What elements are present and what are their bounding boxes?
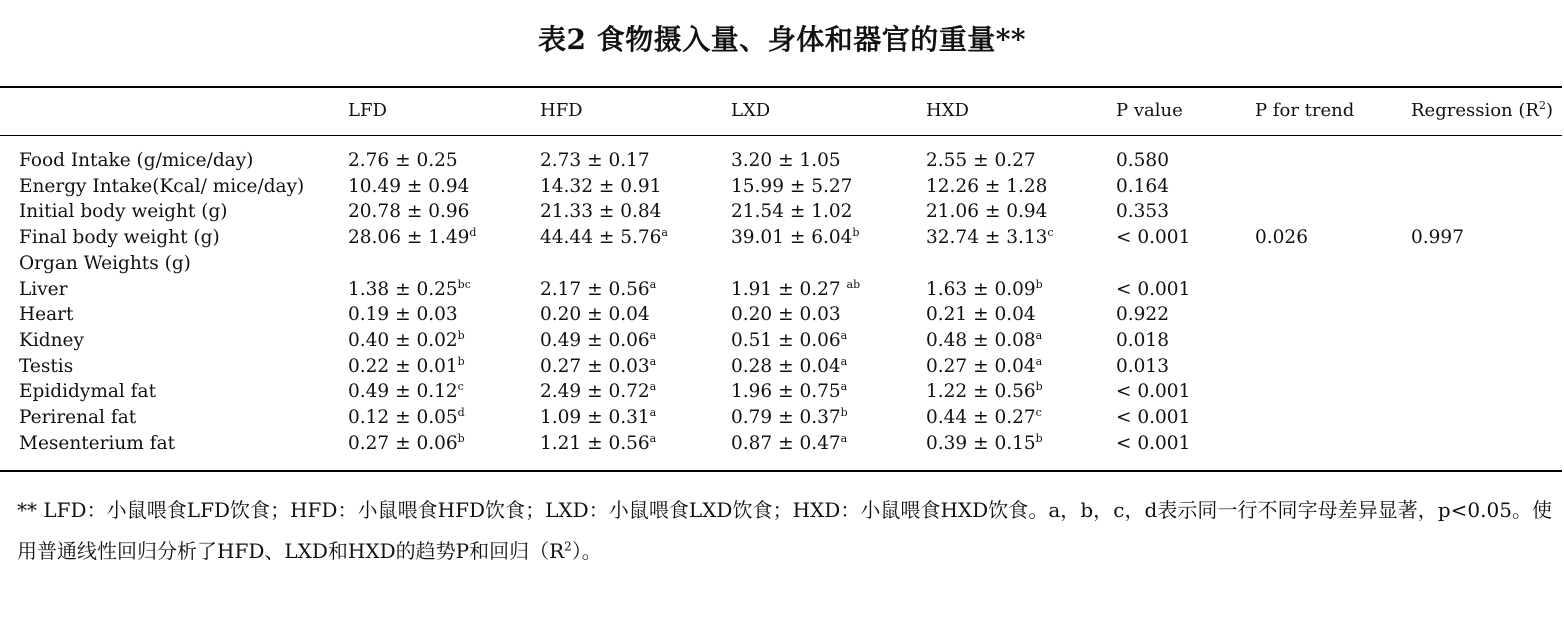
cell-hxd-significance: c [1047,225,1054,239]
cell-hfd-significance: a [649,405,657,419]
cell-lxd [731,302,841,327]
cell-p-value [1116,302,1169,327]
cell-p-value [1116,431,1190,456]
cell-lxd [731,328,847,353]
cell-lfd-value: 0.12 ± 0.05 [348,407,458,428]
cell-lxd-significance: ab [846,277,861,291]
cell-lxd-value: 0.20 ± 0.03 [731,304,841,326]
row-label [19,148,253,173]
cell-p-value [1116,379,1190,404]
cell-lxd [731,277,860,302]
header-p-value: P value [1116,100,1183,121]
cell-lfd-significance: b [457,328,465,342]
cell-hxd [926,405,1042,430]
cell-lfd [348,405,465,430]
row-label [19,251,191,276]
cell-lxd [731,431,847,456]
cell-lxd [731,148,841,173]
cell-lxd-value: 39.01 ± 6.04 [731,227,853,249]
cell-hxd-value: 2.55 ± 0.27 [926,150,1036,171]
cell-lxd-value: 0.28 ± 0.04 [731,355,841,377]
table-row [0,379,1564,404]
cell-lfd [348,225,476,250]
cell-hxd [926,354,1042,379]
cell-lxd-significance: a [840,380,848,394]
row-label [19,328,84,353]
cell-lfd [348,174,469,199]
cell-lfd [348,354,465,379]
row-label-value: Initial body weight (g) [19,201,228,223]
cell-p-value-value: < 0.001 [1116,407,1191,428]
cell-p-value [1116,225,1190,250]
cell-hfd-significance: a [661,225,668,239]
cell-p-trend-value: 0.026 [1255,227,1308,249]
cell-p-value-value: 0.013 [1116,355,1169,377]
row-label [19,174,304,199]
cell-lfd-significance: d [469,225,477,239]
cell-p-value-value: 0.164 [1116,175,1169,197]
header-hxd: HXD [926,100,969,121]
cell-regression [1411,225,1464,250]
cell-p-value-value: 0.580 [1116,150,1169,171]
row-label [19,354,73,379]
footnote-text: ** LFD：小鼠喂食LFD饮食；HFD：小鼠喂食HFD饮食；LXD：小鼠喂食LXD饮食；HXD：小鼠喂食HXD饮食。a，b，c，d表示同一行不同字母差异显著，p<0.05。使用普通线性回归分析了HFD、LXD和HXD的趋势P和回归（R [17,498,1552,563]
cell-hfd-value: 44.44 ± 5.76 [540,227,662,249]
table-row [0,225,1564,250]
header-regression [1411,100,1553,121]
row-label-value: Final body weight (g) [19,227,220,249]
cell-lfd [348,379,464,404]
cell-lfd-value: 28.06 ± 1.49 [348,227,470,249]
cell-lfd-value: 0.22 ± 0.01 [348,355,458,377]
cell-lfd-value: 0.27 ± 0.06 [348,432,458,454]
cell-hxd-significance: a [1035,328,1043,342]
table-header-rule [0,135,1562,136]
cell-hfd-significance: a [649,328,657,342]
cell-hfd-value: 0.49 ± 0.06 [540,329,650,351]
cell-hfd [540,354,656,379]
table-row [0,354,1564,379]
row-label-value: Perirenal fat [19,407,137,428]
cell-lxd-value: 21.54 ± 1.02 [731,201,853,223]
cell-p-value-value: < 0.001 [1116,278,1191,300]
footnote-sup: 2 [564,539,572,554]
cell-lxd-significance: a [840,431,848,445]
cell-lxd-value: 0.87 ± 0.47 [731,432,841,454]
cell-p-trend [1255,225,1308,250]
cell-lfd-value: 0.19 ± 0.03 [348,304,458,326]
cell-regression-value: 0.997 [1411,227,1464,249]
cell-hxd-value: 0.48 ± 0.08 [926,329,1036,351]
cell-hxd [926,199,1047,224]
cell-hfd [540,328,656,353]
cell-hxd [926,431,1043,456]
row-label [19,277,67,302]
cell-lxd-significance: b [852,225,860,239]
cell-lfd-value: 1.38 ± 0.25 [348,278,458,300]
cell-lfd-value: 2.76 ± 0.25 [348,150,458,171]
cell-hfd-value: 14.32 ± 0.91 [540,175,662,197]
table-row [0,328,1564,353]
header-regression-sup: 2 [1538,99,1546,112]
cell-lfd [348,302,458,327]
cell-lfd [348,277,471,302]
cell-lxd [731,199,852,224]
cell-hfd [540,199,661,224]
cell-lfd [348,199,469,224]
cell-lxd-significance: a [840,354,848,368]
cell-p-value [1116,354,1169,379]
cell-hfd [540,431,656,456]
cell-hxd [926,328,1042,353]
row-label-value: Food Intake (g/mice/day) [19,150,254,171]
table-row [0,199,1564,224]
cell-hxd-value: 0.21 ± 0.04 [926,304,1036,326]
cell-hfd-value: 1.21 ± 0.56 [540,432,650,454]
cell-hxd-value: 32.74 ± 3.13 [926,227,1048,249]
table-row [0,251,1564,276]
cell-hfd-value: 1.09 ± 0.31 [540,407,650,428]
header-lfd: LFD [348,100,387,121]
cell-hxd-value: 0.27 ± 0.04 [926,355,1036,377]
cell-lfd [348,328,465,353]
row-label [19,379,156,404]
cell-p-value [1116,405,1190,430]
cell-hfd-significance: a [649,354,657,368]
row-label [19,199,228,224]
cell-lxd-value: 0.51 ± 0.06 [731,329,841,351]
cell-lfd-value: 0.49 ± 0.12 [348,381,458,403]
cell-hxd-value: 0.39 ± 0.15 [926,432,1036,454]
cell-hxd-significance: c [1035,405,1042,419]
cell-hxd-significance: a [1035,354,1043,368]
cell-p-value [1116,174,1169,199]
cell-hxd [926,174,1047,199]
cell-lfd-significance: bc [457,277,471,291]
cell-lfd-significance: d [457,405,465,419]
cell-hxd [926,225,1054,250]
cell-lfd-significance: c [457,380,464,394]
header-lxd: LXD [731,100,771,121]
cell-lxd [731,174,852,199]
cell-hfd-value: 2.73 ± 0.17 [540,150,650,171]
cell-lfd-significance: b [457,354,465,368]
cell-hxd-value: 21.06 ± 0.94 [926,201,1048,223]
cell-hxd-significance: b [1035,380,1043,394]
cell-hxd-value: 12.26 ± 1.28 [926,175,1048,197]
cell-lxd-value: 15.99 ± 5.27 [731,175,853,197]
cell-hxd-value: 1.22 ± 0.56 [926,381,1036,403]
cell-hxd-value: 0.44 ± 0.27 [926,407,1036,428]
cell-hxd [926,379,1043,404]
cell-p-value-value: < 0.001 [1116,381,1191,403]
cell-hxd-significance: b [1035,431,1043,445]
cell-hfd-value: 2.49 ± 0.72 [540,381,650,403]
row-label-value: Mesenterium fat [19,432,176,454]
cell-p-value-value: < 0.001 [1116,227,1191,249]
cell-hfd [540,174,661,199]
cell-hfd-value: 2.17 ± 0.56 [540,278,650,300]
table-row [0,302,1564,327]
row-label [19,302,73,327]
row-label-value: Liver [19,278,68,300]
row-label-value: Kidney [19,329,84,351]
cell-hfd-significance: a [649,431,657,445]
cell-hfd-value: 0.27 ± 0.03 [540,355,650,377]
cell-p-value-value: 0.922 [1116,304,1169,326]
cell-hxd [926,277,1043,302]
cell-lxd-value: 3.20 ± 1.05 [731,150,841,171]
cell-lfd-value: 10.49 ± 0.94 [348,175,470,197]
cell-hxd-significance: b [1035,277,1043,291]
cell-p-value [1116,277,1190,302]
cell-lxd [731,379,847,404]
row-label [19,405,136,430]
cell-lxd [731,354,847,379]
cell-lfd [348,431,465,456]
cell-lxd-significance: b [840,405,848,419]
header-regression-label: Regression (R [1411,100,1539,121]
table-title: 表2 食物摄入量、身体和器官的重量** [537,23,1027,56]
row-label [19,431,175,456]
table-top-rule [0,86,1562,88]
cell-hfd [540,225,668,250]
cell-p-value-value: 0.353 [1116,201,1169,223]
cell-p-value-value: < 0.001 [1116,432,1191,454]
cell-lxd [731,225,859,250]
cell-p-value [1116,328,1169,353]
cell-lfd-value: 20.78 ± 0.96 [348,201,470,223]
table-bottom-rule [0,470,1562,472]
cell-lfd-significance: b [457,431,465,445]
cell-p-value [1116,199,1169,224]
cell-lxd-significance: a [840,328,848,342]
header-regression-close: ) [1545,100,1553,121]
table-row [0,148,1564,173]
cell-hfd [540,379,656,404]
row-label [19,225,220,250]
cell-p-value-value: 0.018 [1116,329,1169,351]
cell-hfd [540,277,656,302]
row-label-value: Heart [19,304,74,326]
row-label-value: Energy Intake(Kcal/ mice/day) [19,175,305,197]
row-label-value: Organ Weights (g) [19,252,191,274]
cell-lxd [731,405,848,430]
cell-lfd-value: 0.40 ± 0.02 [348,329,458,351]
cell-hfd-value: 0.20 ± 0.04 [540,304,650,326]
table-footnote [17,490,1552,572]
table-row [0,174,1564,199]
cell-lxd-value: 0.79 ± 0.37 [731,407,841,428]
cell-hfd [540,405,656,430]
cell-hxd [926,302,1036,327]
cell-hxd-value: 1.63 ± 0.09 [926,278,1036,300]
cell-hfd [540,302,650,327]
cell-lxd-value: 1.91 ± 0.27 [731,278,847,300]
row-label-value: Testis [19,355,74,377]
cell-p-value [1116,148,1169,173]
row-label-value: Epididymal fat [19,381,156,403]
cell-hfd-significance: a [649,380,657,394]
header-p-for-trend: P for trend [1255,100,1355,121]
cell-lfd [348,148,458,173]
header-hfd: HFD [540,100,583,121]
cell-hfd-significance: a [649,277,657,291]
table-row [0,277,1564,302]
table-row [0,405,1564,430]
cell-hfd [540,148,650,173]
footnote-text-end: ）。 [571,539,602,563]
cell-lxd-value: 1.96 ± 0.75 [731,381,841,403]
cell-hxd [926,148,1036,173]
table-row [0,431,1564,456]
cell-hfd-value: 21.33 ± 0.84 [540,201,662,223]
